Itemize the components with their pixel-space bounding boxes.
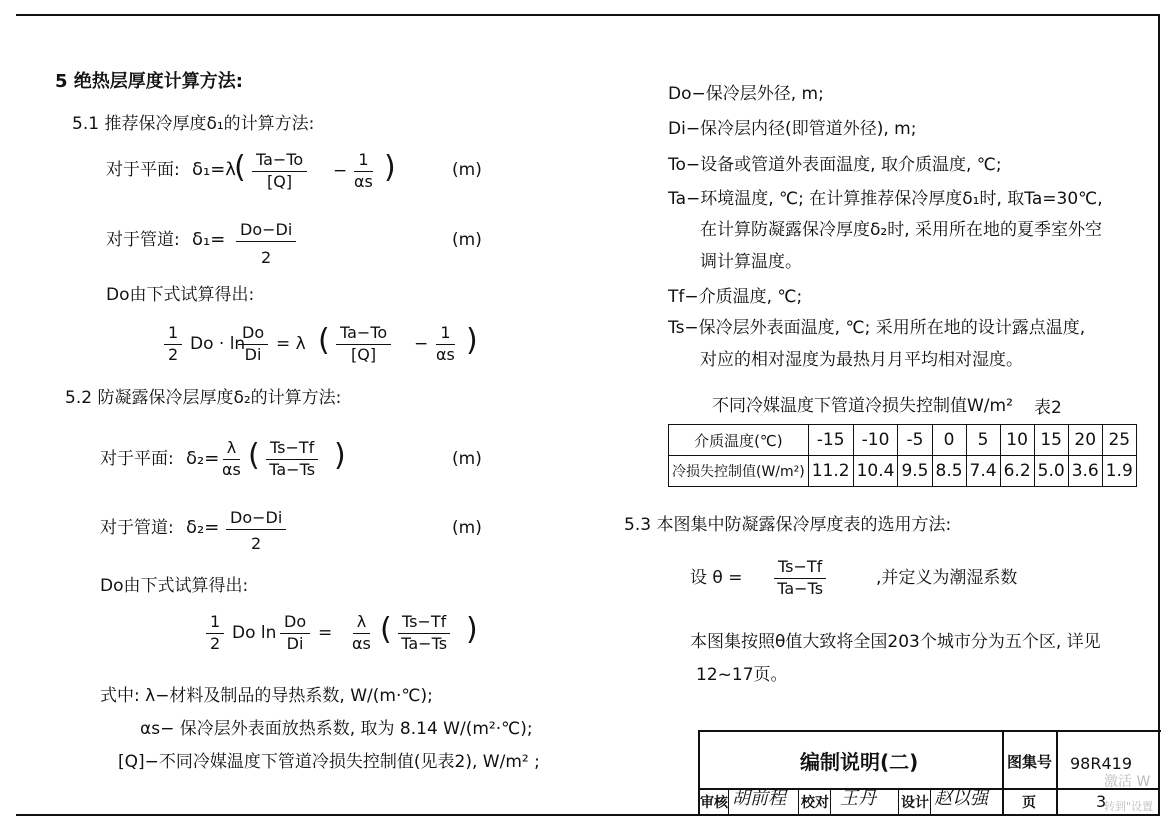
frac-den: Ta−Ts <box>401 634 448 653</box>
where-line-2: αs− 保冷层外表面放热系数, 取为 8.14 W/(m²·℃); <box>140 719 533 739</box>
paren-close: ) <box>384 150 396 185</box>
table-cell: 0 <box>932 425 966 456</box>
s52-eq-eq: = <box>318 623 333 643</box>
s53-title: 5.3 本图集中防凝露保冷厚度表的选用方法: <box>624 515 952 535</box>
s51-plane-label: 对于平面: <box>106 160 180 180</box>
s52-eq-do: Do ln <box>232 623 277 643</box>
paren-open: ( <box>380 612 392 647</box>
def-ta-1: Ta−环境温度, ℃; 在计算推荐保冷厚度δ₁时, 取Ta=30℃, <box>668 189 1103 209</box>
table-cell: 5.0 <box>1034 456 1068 487</box>
s51-do-note: Do由下式试算得出: <box>106 285 255 305</box>
frac-num: λ <box>223 438 240 460</box>
frac-num: Do <box>280 612 310 634</box>
title-block-vline-7 <box>930 788 931 814</box>
def-ta-2: 在计算防凝露保冷厚度δ₂时, 采用所在地的夏季室外空 <box>700 220 1103 240</box>
def-tf: Tf−介质温度, ℃; <box>668 287 803 307</box>
frac-den: αs <box>352 634 371 653</box>
frac-num: 1 <box>206 612 224 634</box>
paren-close: ) <box>466 323 478 358</box>
s51-unit-1: (m) <box>452 160 482 180</box>
def-di: Di−保冷层内径(即管道外径), m; <box>668 119 917 139</box>
s51-half <box>164 323 182 365</box>
table-cell: 7.4 <box>966 456 1000 487</box>
atlas-label: 图集号 <box>1007 753 1053 771</box>
s53-p1: 本图集按照θ值大致将全国203个城市分为五个区, 详见 <box>690 632 1101 652</box>
check-signature: 王丹 <box>840 788 876 809</box>
section-heading: 5 绝热层厚度计算方法: <box>55 71 243 92</box>
s51-unit-2: (m) <box>452 230 482 250</box>
design-label: 设计 <box>901 795 929 811</box>
s52-plane-lhs: δ₂= <box>186 448 220 469</box>
frac-num: Ta−To <box>252 150 307 172</box>
s52-eq-frac <box>398 612 450 654</box>
paren-close: ) <box>334 438 346 473</box>
frac-den: Ta−Ts <box>777 579 824 598</box>
def-to: To−设备或管道外表面温度, 取介质温度, ℃; <box>668 155 1002 175</box>
minus-sign: − <box>333 161 348 181</box>
title-block-vline-4 <box>798 788 799 814</box>
table-cell: 11.2 <box>808 456 853 487</box>
audit-label: 审核 <box>700 795 728 811</box>
s52-pipe-label: 对于管道: <box>100 518 174 538</box>
s51-eq-do: Do · ln <box>190 334 246 354</box>
title-block-vline-6 <box>898 788 899 814</box>
activation-watermark-line2: 转到"设置 <box>1104 800 1154 813</box>
title-block-vline-3 <box>728 788 729 814</box>
title-block-vline-5 <box>830 788 831 814</box>
def-do: Do−保冷层外径, m; <box>668 84 824 104</box>
activation-watermark-line1: 激活 W <box>1104 774 1151 790</box>
s53-theta-frac <box>774 557 826 599</box>
s52-pipe-lhs: δ₂= <box>186 517 220 538</box>
frac-num: Do−Di <box>236 220 296 242</box>
s52-eq-lambda-alpha <box>352 612 371 654</box>
frac-num: 1 <box>436 323 454 345</box>
paren-close: ) <box>466 612 478 647</box>
frac-den: αs <box>354 172 373 191</box>
s51-eq-frac <box>336 323 391 365</box>
row-label: 介质温度(℃) <box>669 425 809 456</box>
s51-title: 5.1 推荐保冷厚度δ₁的计算方法: <box>72 114 315 134</box>
frac-den: [Q] <box>267 172 293 191</box>
table-row <box>669 425 1137 456</box>
s51-ratio <box>238 323 268 365</box>
page-label: 页 <box>1022 795 1036 811</box>
table-cell: 10 <box>1000 425 1034 456</box>
where-line-1: 式中: λ−材料及制品的导热系数, W/(m·℃); <box>100 686 433 706</box>
def-ts-2: 对应的相对湿度为最热月月平均相对湿度。 <box>700 350 1023 370</box>
frac-num: 1 <box>164 323 182 345</box>
s53-p2: 12~17页。 <box>696 665 788 685</box>
frac-num: Do <box>238 323 268 345</box>
frac-num: Ta−To <box>336 323 391 345</box>
frac-den: [Q] <box>351 345 377 364</box>
s51-eq-rhs: = λ <box>276 334 306 354</box>
table-cell: -15 <box>808 425 853 456</box>
frac-den: αs <box>436 345 455 364</box>
table-cell: 6.2 <box>1000 456 1034 487</box>
check-label: 校对 <box>801 795 829 811</box>
table-cell: 8.5 <box>932 456 966 487</box>
frac-den: Ta−Ts <box>269 460 316 479</box>
def-ta-3: 调计算温度。 <box>700 252 802 272</box>
s52-half <box>206 612 224 654</box>
table-cell: -5 <box>898 425 932 456</box>
table-cell: 5 <box>966 425 1000 456</box>
page-number: 3 <box>1096 792 1107 811</box>
s51-eq-one-over-alpha <box>436 323 455 365</box>
title-block-vline-2 <box>1056 730 1058 814</box>
atlas-number: 98R419 <box>1070 754 1133 773</box>
minus-sign: − <box>414 334 429 354</box>
title-block-vline-1 <box>1002 730 1004 814</box>
frac-num: Ts−Tf <box>774 557 826 579</box>
frac-num: Ts−Tf <box>398 612 450 634</box>
s51-plane-lhs: δ₁=λ <box>192 159 236 180</box>
row-label: 冷损失控制值(W/m²) <box>669 456 809 487</box>
s52-ratio <box>280 612 310 654</box>
s52-lambda-over-alpha <box>222 438 241 480</box>
frac-num: λ <box>353 612 370 634</box>
frac-den: Di <box>286 634 304 653</box>
frac-den: 2 <box>168 345 179 364</box>
paren-open: ( <box>318 323 330 358</box>
frac-num: 1 <box>354 150 372 172</box>
drawing-title: 编制说明(二) <box>800 750 919 774</box>
table-cell: 15 <box>1034 425 1068 456</box>
audit-signature: 胡前程 <box>732 788 786 809</box>
table-row <box>669 456 1137 487</box>
s51-pipe-lhs: δ₁= <box>192 229 226 250</box>
where-line-3: [Q]−不同冷媒温度下管道冷损失控制值(见表2), W/m² ; <box>118 752 540 772</box>
s52-title: 5.2 防凝露保冷层厚度δ₂的计算方法: <box>65 388 342 408</box>
s52-plane-label: 对于平面: <box>100 449 174 469</box>
s52-unit-2: (m) <box>452 518 482 538</box>
frac-num: Ts−Tf <box>266 438 318 460</box>
frac-num: Do−Di <box>226 508 286 530</box>
table-cell: 9.5 <box>898 456 932 487</box>
table2 <box>668 424 1137 487</box>
paren-open: ( <box>234 150 246 185</box>
table-cell: 3.6 <box>1068 456 1102 487</box>
frac-den: αs <box>222 460 241 479</box>
frac-den: Di <box>244 345 262 364</box>
paren-open: ( <box>248 438 260 473</box>
table2-tag: 表2 <box>1034 398 1062 418</box>
s51-pipe-frac <box>236 220 296 268</box>
table-cell: 20 <box>1068 425 1102 456</box>
table2-caption: 不同冷媒温度下管道冷损失控制值W/m² <box>712 396 1013 416</box>
s52-unit-1: (m) <box>452 449 482 469</box>
frac-den: 2 <box>261 248 272 267</box>
frac-den: 2 <box>210 634 221 653</box>
s53-set: 设 θ = <box>690 568 743 588</box>
s52-plane-frac <box>266 438 318 480</box>
table-cell: 10.4 <box>853 456 898 487</box>
s52-do-note: Do由下式试算得出: <box>100 576 249 596</box>
frac-den: 2 <box>251 534 262 553</box>
s53-define: ,并定义为潮湿系数 <box>876 568 1018 588</box>
design-signature: 赵以强 <box>934 788 988 809</box>
table-cell: 25 <box>1102 425 1136 456</box>
table-cell: 1.9 <box>1102 456 1136 487</box>
s51-plane-frac <box>252 150 307 192</box>
def-ts-1: Ts−保冷层外表面温度, ℃; 采用所在地的设计露点温度, <box>668 318 1086 338</box>
table-cell: -10 <box>853 425 898 456</box>
s51-plane-one-over-alpha <box>354 150 373 192</box>
s52-pipe-frac <box>226 508 286 554</box>
s51-pipe-label: 对于管道: <box>106 230 180 250</box>
